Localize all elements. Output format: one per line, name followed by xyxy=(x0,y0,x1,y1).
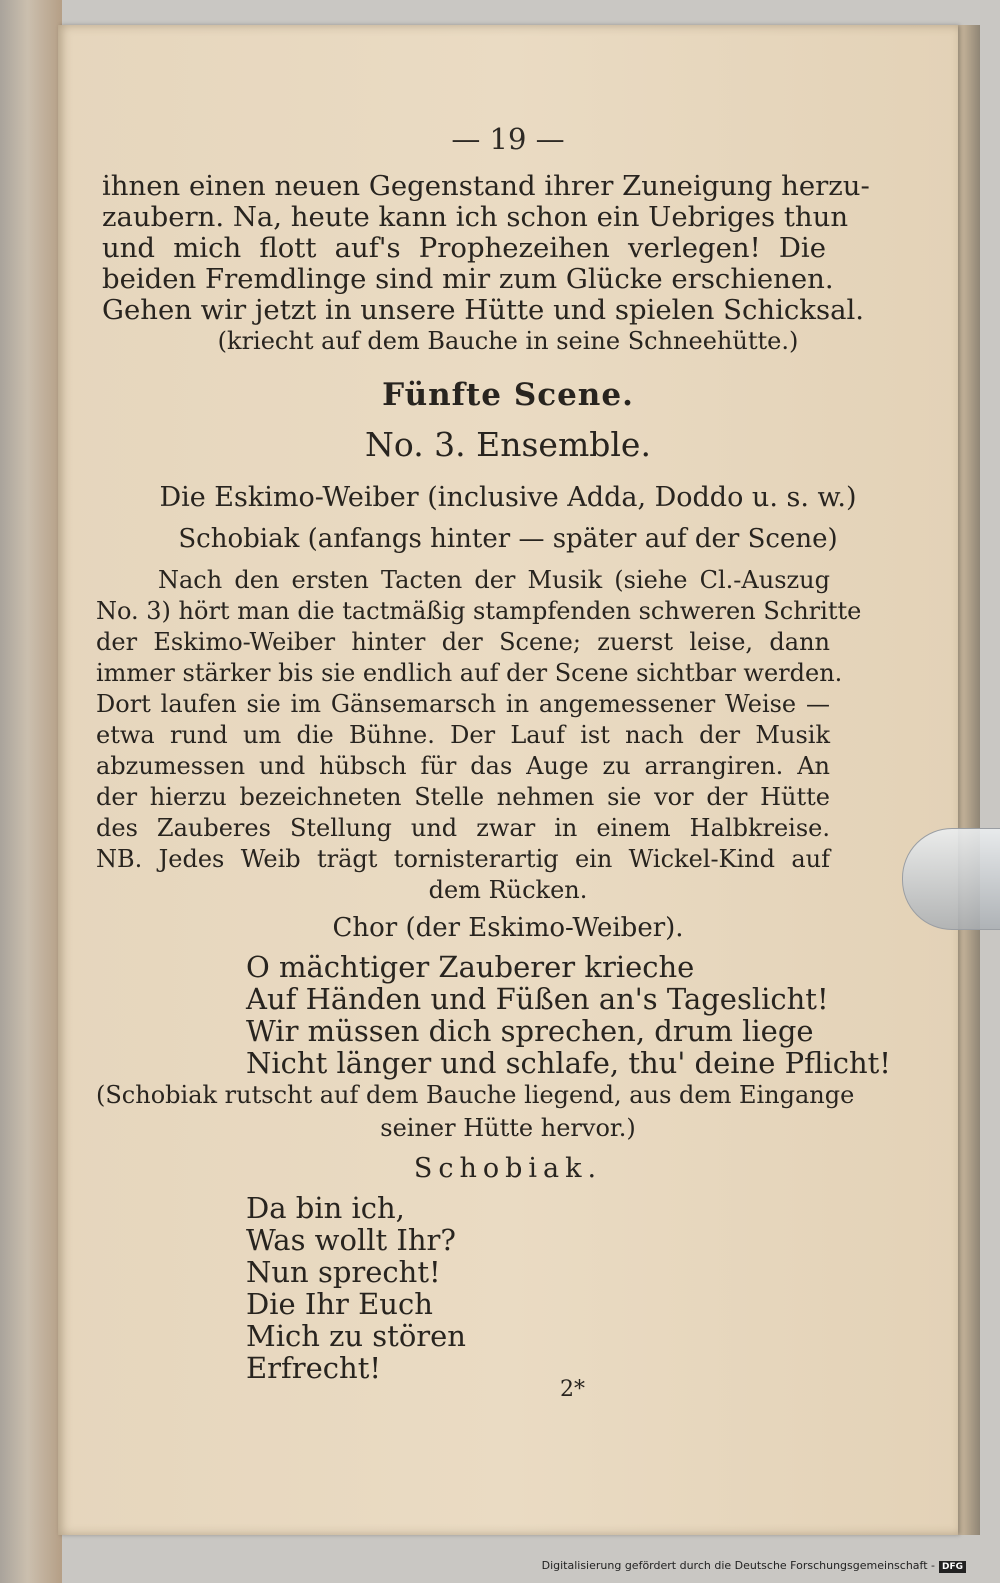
verse-line: Mich zu stören xyxy=(246,1319,466,1353)
stage-line: etwa rund um die Bühne. Der Lauf ist nach der Musik xyxy=(96,721,830,749)
text-line: Gehen wir jetzt in unsere Hütte und spielen Schicksal. xyxy=(102,294,864,326)
footer-text: Digitalisierung gefördert durch die Deutsche Forschungsgemeinschaft - xyxy=(541,1559,935,1572)
verse-line: Nicht länger und schlafe, thu' deine Pflicht! xyxy=(246,1046,891,1080)
stage-line: (Schobiak rutscht auf dem Bauche liegend, aus dem Eingange xyxy=(96,1081,855,1109)
footer xyxy=(542,1559,966,1573)
book-spine xyxy=(0,0,62,1583)
stage-line: No. 3) hört man die tactmäßig stampfenden schweren Schritte xyxy=(96,597,862,625)
text-line: ihnen einen neuen Gegenstand ihrer Zuneigung herzu- xyxy=(102,170,870,202)
stage-line: der Eskimo-Weiber hinter der Scene; zuerst leise, dann xyxy=(96,628,830,656)
book-page xyxy=(58,25,958,1535)
stage-line: der hierzu bezeichneten Stelle nehmen sie vor der Hütte xyxy=(96,783,830,811)
verse-line: Wir müssen dich sprechen, drum liege xyxy=(246,1014,814,1048)
stage-line: NB. Jedes Weib trägt tornisterartig ein Wickel-Kind auf xyxy=(96,845,830,873)
text-line: beiden Fremdlinge sind mir zum Glücke erschienen. xyxy=(102,263,834,295)
stage-line: abzumessen und hübsch für das Auge zu arrangiren. An xyxy=(96,752,830,780)
page-number: — 19 — xyxy=(451,122,565,156)
text-line: und mich flott auf's Prophezeihen verlegen! Die xyxy=(102,232,826,264)
stage-line: Nach den ersten Tacten der Musik (siehe Cl.-Auszug xyxy=(158,566,830,594)
verse-line: O mächtiger Zauberer krieche xyxy=(246,950,695,984)
stage-line: seiner Hütte hervor.) xyxy=(380,1114,636,1142)
scanner-clip xyxy=(902,828,1000,930)
number-title: No. 3. Ensemble. xyxy=(365,425,651,464)
verse-line: Da bin ich, xyxy=(246,1191,405,1225)
verse-line: Was wollt Ihr? xyxy=(246,1223,456,1257)
text-line: zaubern. Na, heute kann ich schon ein Uebriges thun xyxy=(102,201,849,233)
verse-line: Die Ihr Euch xyxy=(246,1287,433,1321)
stage-line: des Zauberes Stellung und zwar in einem Halbkreise. xyxy=(96,814,830,842)
chorus-heading: Chor (der Eskimo-Weiber). xyxy=(332,913,684,943)
stage-line: Dort laufen sie im Gänsemarsch in angemessener Weise — xyxy=(96,690,830,718)
scene-title: Fünfte Scene. xyxy=(382,377,634,413)
cast-line: Schobiak (anfangs hinter — später auf der Scene) xyxy=(178,524,838,554)
dfg-logo: DFG xyxy=(939,1561,966,1573)
signature-mark: 2* xyxy=(560,1377,585,1402)
verse-line: Nun sprecht! xyxy=(246,1255,441,1289)
speaker-name: Schobiak. xyxy=(413,1153,603,1184)
verse-line: Auf Händen und Füßen an's Tageslicht! xyxy=(246,982,829,1016)
stage-direction: (kriecht auf dem Bauche in seine Schneehütte.) xyxy=(217,327,799,355)
verse-line: Erfrecht! xyxy=(246,1351,382,1385)
cast-line: Die Eskimo-Weiber (inclusive Adda, Doddo u. s. w.) xyxy=(159,482,857,513)
stage-line: immer stärker bis sie endlich auf der Scene sichtbar werden. xyxy=(96,659,843,687)
stage-line: dem Rücken. xyxy=(428,876,588,904)
